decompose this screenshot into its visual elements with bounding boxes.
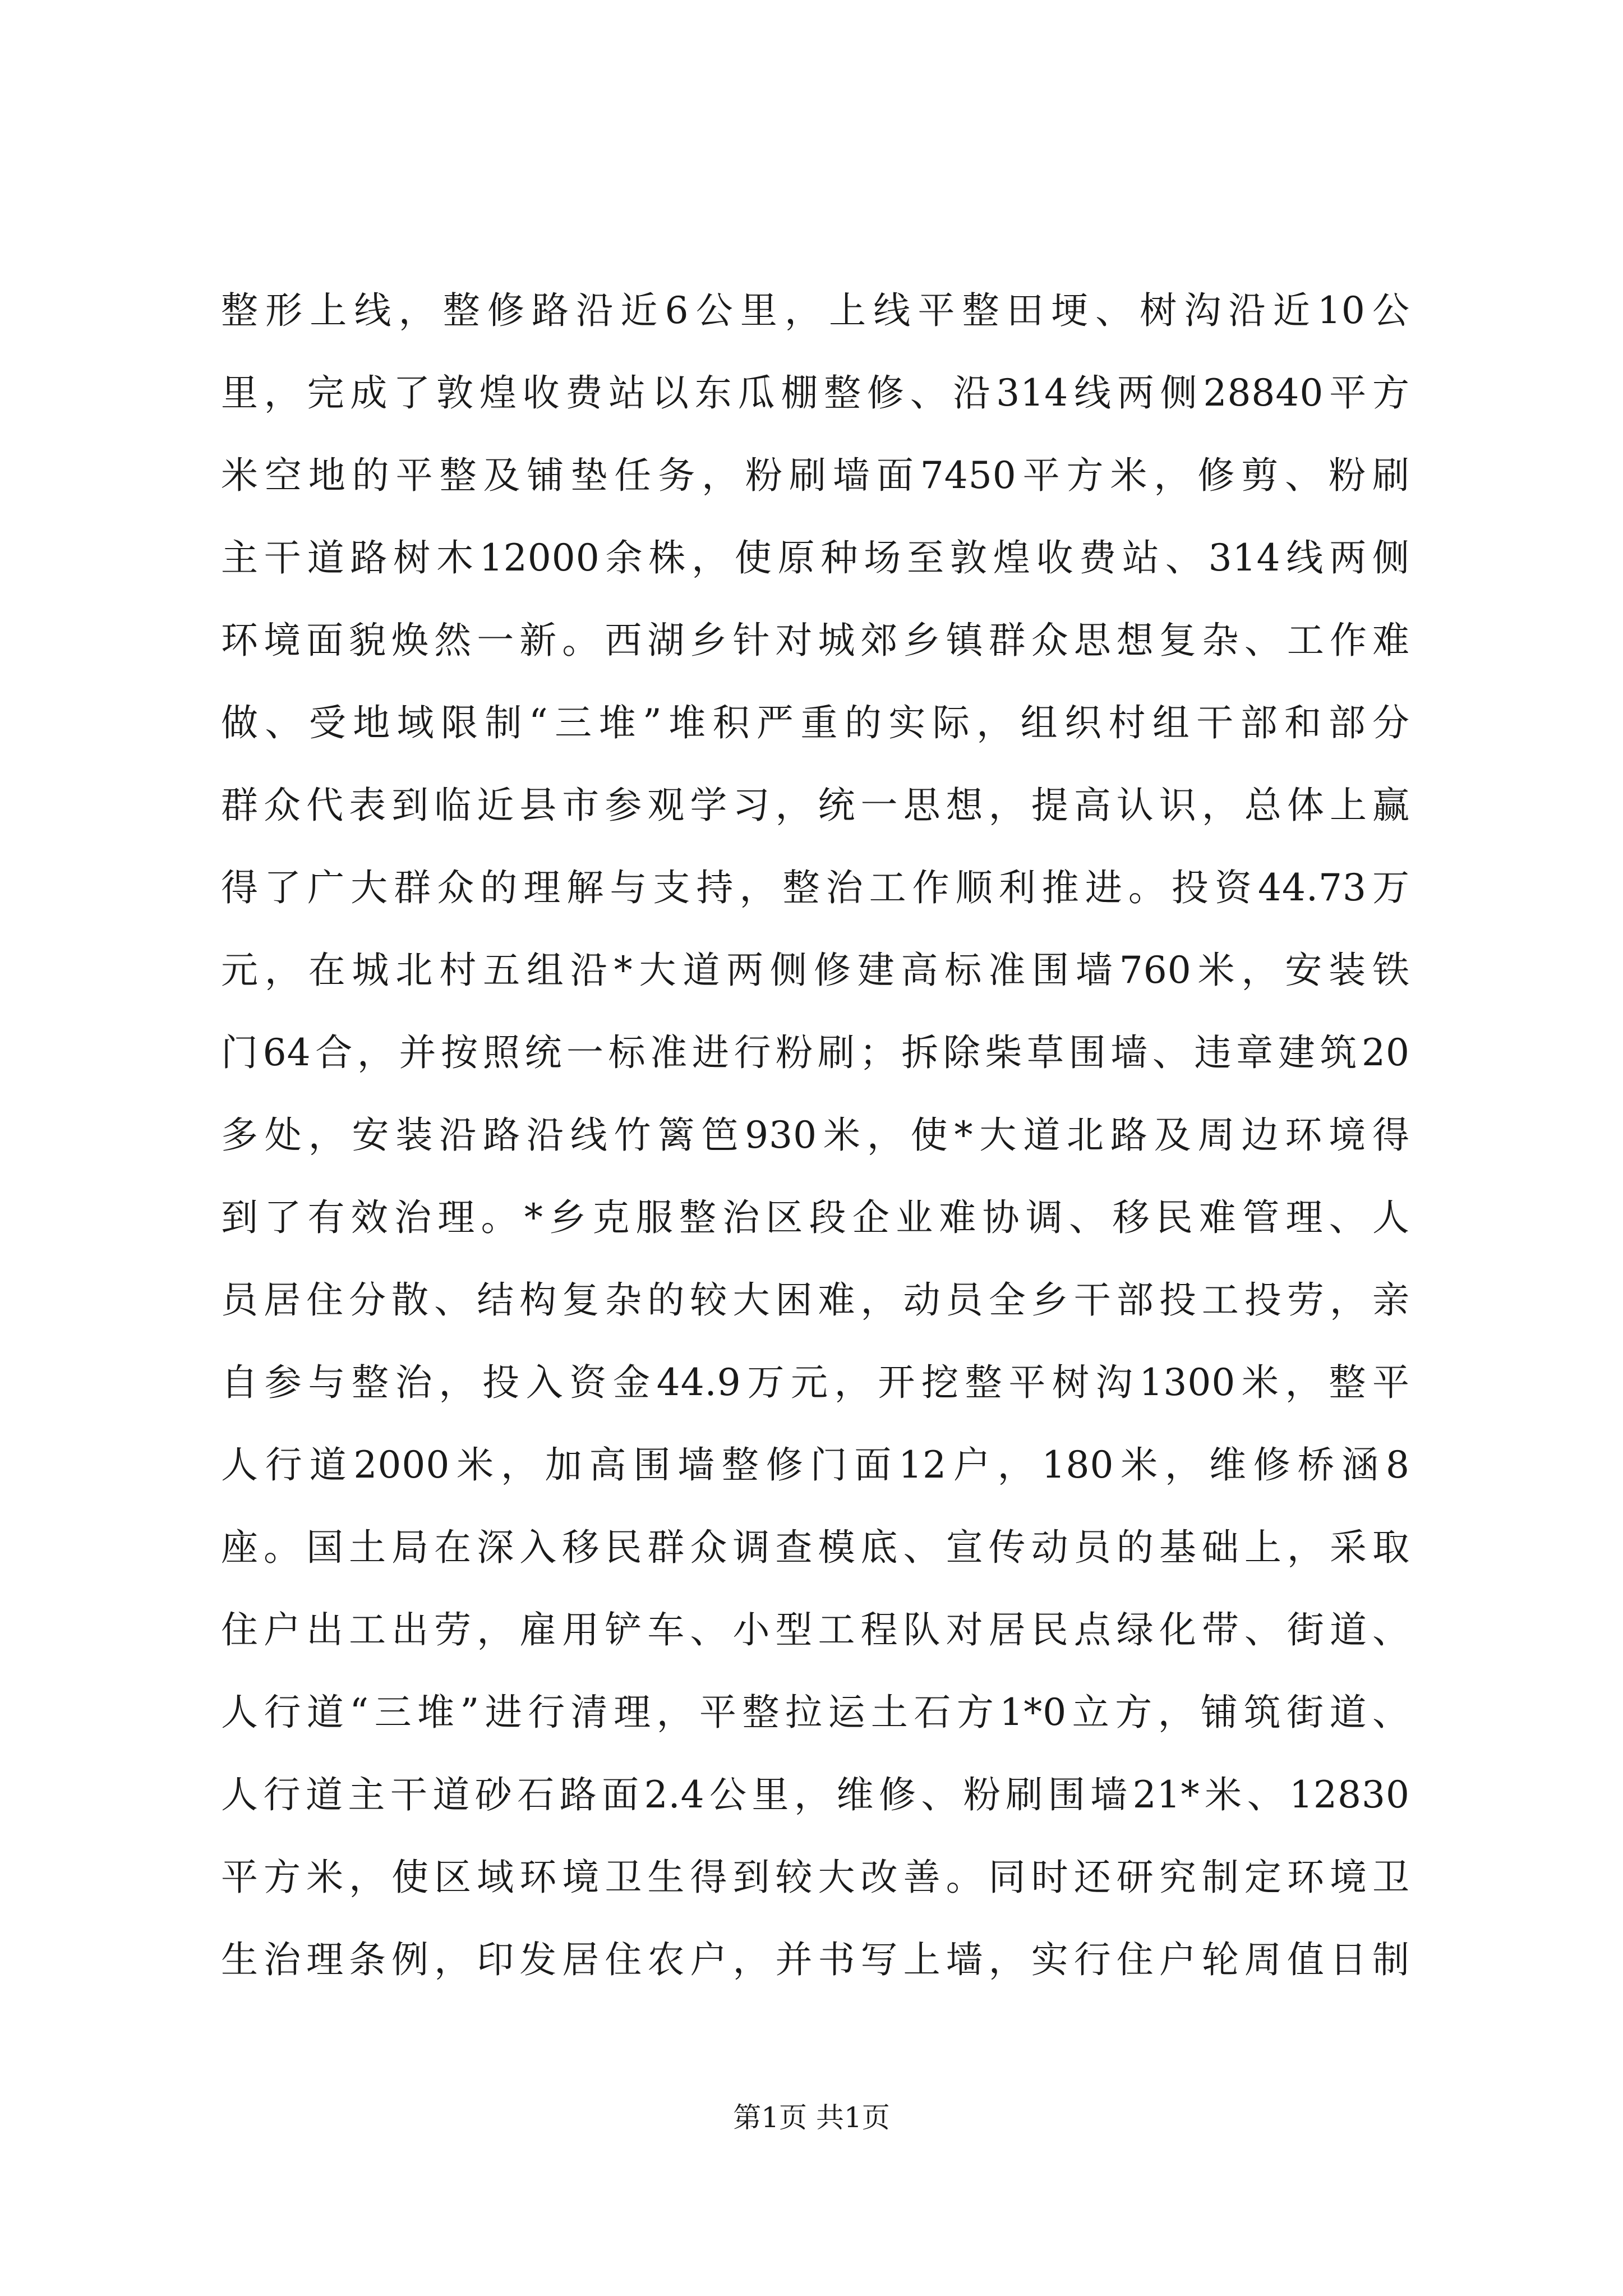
text-line: 多处，安装沿路沿线竹篱笆930米，使*大道北路及周边环境得	[221, 1114, 1410, 1157]
text-line: 平方米，使区域环境卫生得到较大改善。同时还研究制定环境卫	[221, 1856, 1410, 1899]
text-line: 整形上线，整修路沿近6公里，上线平整田埂、树沟沿近10公	[221, 289, 1410, 332]
text-line: 门64合，并按照统一标准进行粉刷；拆除柴草围墙、违章建筑20	[221, 1031, 1410, 1074]
text-line: 做、受地域限制“三堆”堆积严重的实际，组织村组干部和部分	[221, 701, 1410, 744]
text-line: 元，在城北村五组沿*大道两侧修建高标准围墙760米，安装铁	[221, 949, 1410, 992]
text-line: 人行道2000米，加高围墙整修门面12户，180米，维修桥涵8	[221, 1443, 1410, 1487]
text-line: 得了广大群众的理解与支持，整治工作顺利推进。投资44.73万	[221, 866, 1410, 909]
text-line: 自参与整治，投入资金44.9万元，开挖整平树沟1300米，整平	[221, 1361, 1410, 1404]
text-line: 里，完成了敦煌收费站以东瓜棚整修、沿314线两侧28840平方	[221, 371, 1410, 415]
text-line: 环境面貌焕然一新。西湖乡针对城郊乡镇群众思想复杂、工作难	[221, 619, 1410, 662]
body-paragraph	[221, 269, 1410, 2001]
text-line: 座。国土局在深入移民群众调查模底、宣传动员的基础上，采取	[221, 1526, 1410, 1569]
text-line: 生治理条例，印发居住农户，并书写上墙，实行住户轮周值日制	[221, 1938, 1410, 1981]
text-line: 人行道主干道砂石路面2.4公里，维修、粉刷围墙21*米、12830	[221, 1773, 1410, 1816]
text-line: 到了有效治理。*乡克服整治区段企业难协调、移民难管理、人	[221, 1196, 1410, 1239]
text-line: 主干道路树木12000余株，使原种场至敦煌收费站、314线两侧	[221, 536, 1410, 579]
page-number-label: 第1页 共1页	[733, 2101, 890, 2134]
text-line: 群众代表到临近县市参观学习，统一思想，提高认识，总体上赢	[221, 784, 1410, 827]
text-line: 员居住分散、结构复杂的较大困难，动员全乡干部投工投劳，亲	[221, 1278, 1410, 1322]
text-line: 住户出工出劳，雇用铲车、小型工程队对居民点绿化带、街道、	[221, 1608, 1410, 1651]
text-line: 米空地的平整及铺垫任务，粉刷墙面7450平方米，修剪、粉刷	[221, 454, 1410, 497]
text-line: 人行道“三堆”进行清理，平整拉运土石方1*0立方，铺筑街道、	[221, 1691, 1410, 1734]
page-footer	[0, 2095, 1623, 2140]
